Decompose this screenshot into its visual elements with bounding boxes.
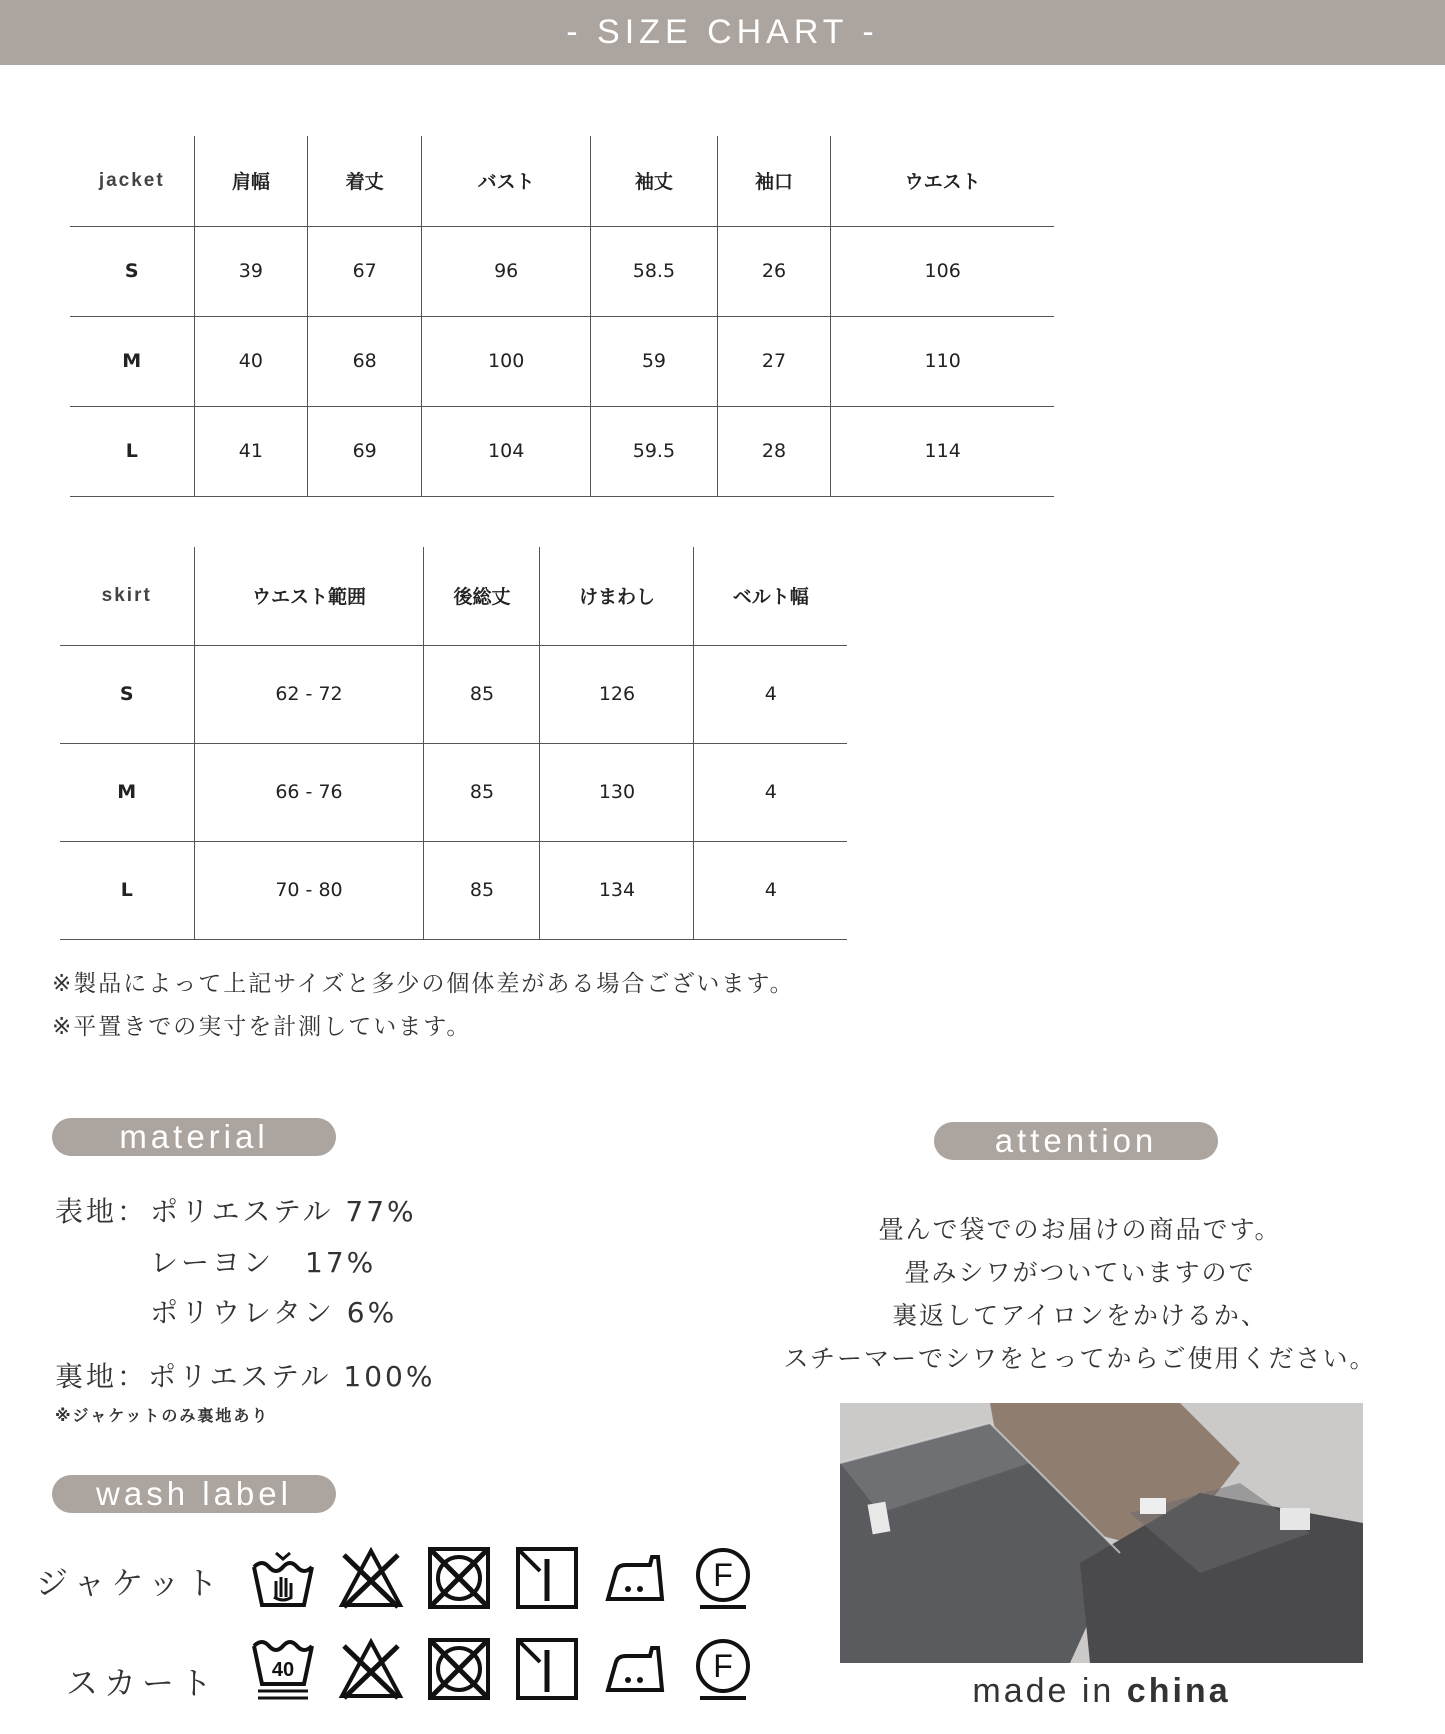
wash-label-heading: wash label xyxy=(52,1475,336,1513)
column-header: 袖丈 xyxy=(591,136,717,226)
wash-row-skirt-label: スカート xyxy=(66,1664,219,1702)
table-cell: 26 xyxy=(717,226,831,316)
table-cell: 58.5 xyxy=(591,226,717,316)
table-cell: 69 xyxy=(308,406,422,496)
lining-note: ※ジャケットのみ裏地あり xyxy=(55,1406,270,1425)
table-cell: 4 xyxy=(694,841,847,939)
dry-clean-letter: F xyxy=(713,1648,733,1684)
lining-line: 裏地：ポリエステル 100% xyxy=(55,1360,436,1393)
skirt-wash-icons xyxy=(250,1636,756,1702)
table-cell: 104 xyxy=(422,406,591,496)
table-cell: 134 xyxy=(540,841,694,939)
attention-line: 裏返してアイロンをかけるか、 xyxy=(892,1301,1268,1330)
table-cell: 62 - 72 xyxy=(194,645,424,743)
jacket-size-table xyxy=(70,136,1054,497)
table-cell: 114 xyxy=(831,406,1054,496)
wash-40-icon xyxy=(250,1636,316,1702)
size-chart-header: - SIZE CHART - xyxy=(0,0,1445,65)
table-cell: 70 - 80 xyxy=(194,841,424,939)
size-label: M xyxy=(60,743,194,841)
attention-line: 畳んで袋でのお届けの商品です。 xyxy=(878,1215,1282,1244)
size-label: M xyxy=(70,316,194,406)
table-cell: 59 xyxy=(591,316,717,406)
table-cell: 41 xyxy=(194,406,308,496)
table-cell: 39 xyxy=(194,226,308,316)
line-dry-shade-icon xyxy=(514,1636,580,1702)
table-cell: 85 xyxy=(424,841,540,939)
column-header: ウエスト xyxy=(831,136,1054,226)
table-cell: 106 xyxy=(831,226,1054,316)
dry-clean-f-icon xyxy=(690,1545,756,1611)
table-cell: 66 - 76 xyxy=(194,743,424,841)
material-line: レーヨン 17% xyxy=(150,1246,377,1279)
size-label: S xyxy=(60,645,194,743)
size-note: ※製品によって上記サイズと多少の個体差がある場合ございます。 xyxy=(52,971,795,997)
column-header: 着丈 xyxy=(308,136,422,226)
size-note: ※平置きでの実寸を計測しています。 xyxy=(52,1014,472,1040)
table-cell: 130 xyxy=(540,743,694,841)
outer-fabric-label: 表地： xyxy=(55,1195,149,1228)
made-in-label xyxy=(840,1672,1363,1711)
no-tumble-dry-icon xyxy=(426,1636,492,1702)
no-bleach-icon xyxy=(338,1636,404,1702)
table-row xyxy=(70,406,1054,496)
column-header: けまわし xyxy=(540,547,694,645)
size-label: S xyxy=(70,226,194,316)
column-header: ベルト幅 xyxy=(694,547,847,645)
column-header: ウエスト範囲 xyxy=(194,547,424,645)
made-in-prefix: made in xyxy=(972,1672,1115,1710)
skirt-table-corner: skirt xyxy=(60,547,194,645)
table-cell: 96 xyxy=(422,226,591,316)
skirt-size-table xyxy=(60,547,847,940)
attention-heading: attention xyxy=(934,1122,1218,1160)
no-bleach-icon xyxy=(338,1545,404,1611)
jacket-wash-icons xyxy=(250,1545,756,1611)
table-cell: 67 xyxy=(308,226,422,316)
table-cell: 28 xyxy=(717,406,831,496)
column-header: 肩幅 xyxy=(194,136,308,226)
column-header: バスト xyxy=(422,136,591,226)
dry-clean-f-icon xyxy=(690,1636,756,1702)
dry-clean-letter: F xyxy=(713,1557,733,1593)
table-cell: 100 xyxy=(422,316,591,406)
table-cell: 59.5 xyxy=(591,406,717,496)
table-cell: 27 xyxy=(717,316,831,406)
made-in-country: china xyxy=(1126,1672,1231,1710)
table-row xyxy=(70,226,1054,316)
jacket-table-corner: jacket xyxy=(70,136,194,226)
size-label: L xyxy=(70,406,194,496)
material-line: ポリウレタン 6% xyxy=(150,1296,398,1329)
table-row xyxy=(60,841,847,939)
wash-temperature: 40 xyxy=(271,1659,295,1681)
iron-low-icon xyxy=(602,1545,668,1611)
iron-low-icon xyxy=(602,1636,668,1702)
table-cell: 85 xyxy=(424,645,540,743)
line-dry-shade-icon xyxy=(514,1545,580,1611)
material-heading: material xyxy=(52,1118,336,1156)
table-cell: 85 xyxy=(424,743,540,841)
table-row xyxy=(60,743,847,841)
hand-wash-icon xyxy=(250,1545,316,1611)
size-label: L xyxy=(60,841,194,939)
table-cell: 110 xyxy=(831,316,1054,406)
wash-row-jacket-label: ジャケット xyxy=(36,1564,224,1602)
material-line: ポリエステル 77% xyxy=(150,1195,417,1228)
no-tumble-dry-icon xyxy=(426,1545,492,1611)
table-cell: 68 xyxy=(308,316,422,406)
table-row xyxy=(70,316,1054,406)
table-cell: 40 xyxy=(194,316,308,406)
packaged-product-photo xyxy=(840,1403,1363,1663)
attention-line: スチーマーでシワをとってからご使用ください。 xyxy=(783,1344,1377,1373)
table-cell: 4 xyxy=(694,743,847,841)
table-cell: 126 xyxy=(540,645,694,743)
column-header: 袖口 xyxy=(717,136,831,226)
table-cell: 4 xyxy=(694,645,847,743)
table-row xyxy=(60,645,847,743)
attention-line: 畳みシワがついていますので xyxy=(904,1258,1256,1287)
column-header: 後総丈 xyxy=(424,547,540,645)
